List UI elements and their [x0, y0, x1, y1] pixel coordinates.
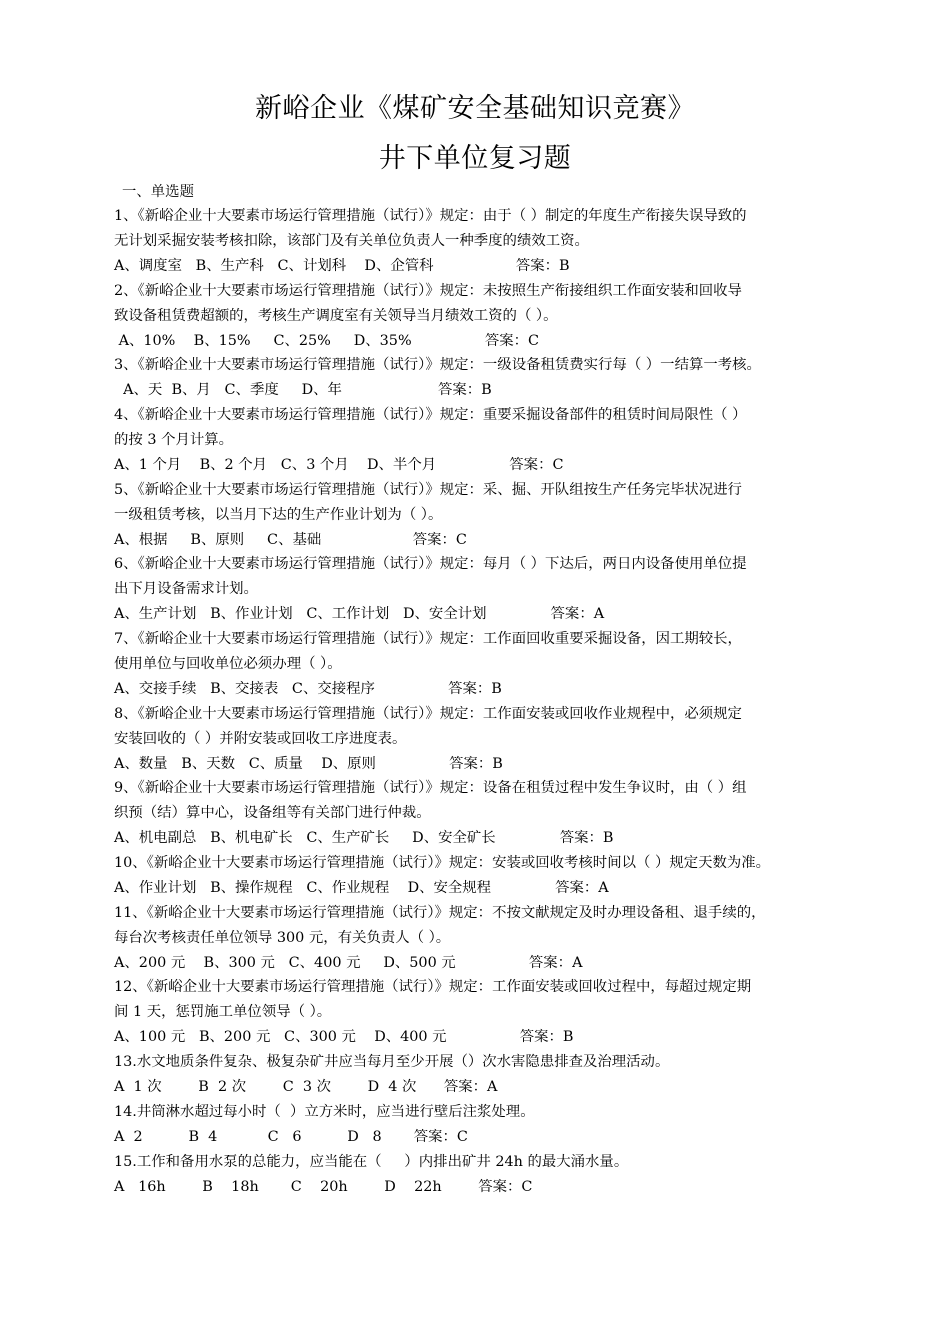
question-line: 安装回收的（ ）并附安装或回收工序进度表。	[114, 731, 407, 747]
question-line: 13.水文地质条件复杂、极复杂矿井应当每月至少开展（）次水害隐患排查及治理活动。	[114, 1054, 670, 1070]
answer-options: A、1 个月 B、2 个月 C、3 个月 D、半个月 答案：C	[114, 457, 564, 473]
answer-options: A、机电副总 B、机电矿长 C、生产矿长 D、安全矿长 答案：B	[114, 830, 614, 846]
question-line: 4、《新峪企业十大要素市场运行管理措施（试行）》规定：重要采掘设备部件的租赁时间局限性（ ）	[114, 407, 747, 423]
document-title: 新峪企业《煤矿安全基础知识竞赛》	[255, 93, 695, 124]
question-line: 6、《新峪企业十大要素市场运行管理措施（试行）》规定：每月（ ）下达后，两日内设备使用单位提	[114, 556, 747, 572]
answer-options: A、200 元 B、300 元 C、400 元 D、500 元 答案：A	[114, 955, 583, 971]
answer-options: A、天 B、月 C、季度 D、年 答案：B	[114, 382, 492, 398]
question-line: 一级租赁考核，以当月下达的生产作业计划为（ ）。	[114, 507, 443, 523]
answer-options: A 2 B 4 C 6 D 8 答案：C	[114, 1129, 468, 1145]
question-line: 5、《新峪企业十大要素市场运行管理措施（试行）》规定：采、掘、开队组按生产任务完毕状况进行	[114, 482, 742, 498]
answer-options: A、作业计划 B、操作规程 C、作业规程 D、安全规程 答案：A	[114, 880, 609, 896]
question-line: 11、《新峪企业十大要素市场运行管理措施（试行）》规定：不按文献规定及时办理设备租、退手续的，	[114, 905, 766, 921]
question-line: 2、《新峪企业十大要素市场运行管理措施（试行）》规定：未按照生产衔接组织工作面安装和回收导	[114, 283, 742, 299]
answer-options: A、交接手续 B、交接表 C、交接程序 答案：B	[114, 681, 502, 697]
answer-options: A、数量 B、天数 C、质量 D、原则 答案：B	[114, 756, 503, 772]
section-heading: 一、单选题	[122, 184, 194, 200]
question-line: 出下月设备需求计划。	[114, 581, 258, 597]
question-line: 9、《新峪企业十大要素市场运行管理措施（试行）》规定：设备在租赁过程中发生争议时，由（ ）组	[114, 780, 747, 796]
answer-options: A、根据 B、原则 C、基础 答案：C	[114, 532, 467, 548]
answer-options: A、100 元 B、200 元 C、300 元 D、400 元 答案：B	[114, 1029, 574, 1045]
question-line: 14.井筒淋水超过每小时（ ）立方米时，应当进行壁后注浆处理。	[114, 1104, 535, 1120]
question-line: 间 1 天，惩罚施工单位领导（ ）。	[114, 1004, 332, 1020]
question-line: 7、《新峪企业十大要素市场运行管理措施（试行）》规定：工作面回收重要采掘设备，因工期较长，	[114, 631, 742, 647]
answer-options: A、调度室 B、生产科 C、计划科 D、企管科 答案：B	[114, 258, 570, 274]
question-line: 1、《新峪企业十大要素市场运行管理措施（试行）》规定：由于（ ）制定的年度生产衔接失误导致的	[114, 208, 747, 224]
question-line: 8、《新峪企业十大要素市场运行管理措施（试行）》规定：工作面安装或回收作业规程中，必须规定	[114, 706, 742, 722]
question-line: 10、《新峪企业十大要素市场运行管理措施（试行）》规定：安装或回收考核时间以（ ）规定天数为准。	[114, 855, 771, 871]
question-line: 无计划采掘安装考核扣除，该部门及有关单位负责人一种季度的绩效工资。	[114, 233, 589, 249]
answer-options: A、生产计划 B、作业计划 C、工作计划 D、安全计划 答案：A	[114, 606, 605, 622]
answer-options: A 16h B 18h C 20h D 22h 答案：C	[114, 1179, 533, 1195]
question-line: 每台次考核责任单位领导 300 元，有关负责人（ ）。	[114, 930, 451, 946]
answer-options: A 1 次 B 2 次 C 3 次 D 4 次 答案：A	[114, 1079, 498, 1095]
question-line: 的按 3 个月计算。	[114, 432, 234, 448]
question-line: 3、《新峪企业十大要素市场运行管理措施（试行）》规定：一级设备租赁费实行每（ ）一结算一考核。	[114, 357, 761, 373]
answer-options: A、10% B、15% C、25% D、35% 答案：C	[114, 333, 540, 349]
question-line: 致设备租赁费超额的，考核生产调度室有关领导当月绩效工资的（ ）。	[114, 308, 558, 324]
question-line: 使用单位与回收单位必须办理（ ）。	[114, 656, 342, 672]
question-line: 15.工作和备用水泵的总能力，应当能在（ ）内排出矿井 24h 的最大涌水量。	[114, 1154, 629, 1170]
document-subtitle: 井下单位复习题	[378, 143, 572, 174]
question-line: 织预（结）算中心，设备组等有关部门进行仲裁。	[114, 805, 431, 821]
question-line: 12、《新峪企业十大要素市场运行管理措施（试行）》规定：工作面安装或回收过程中，每超过规定期	[114, 979, 752, 995]
